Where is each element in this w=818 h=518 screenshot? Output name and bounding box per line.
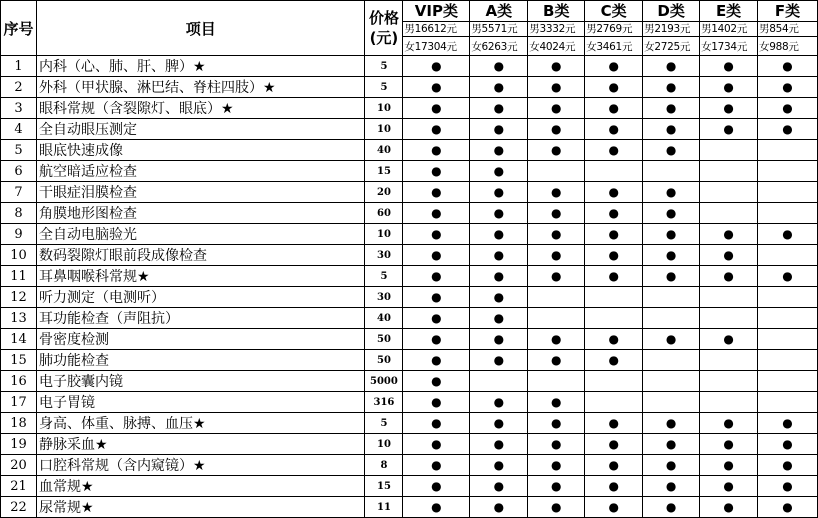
category-header-label: B类 bbox=[528, 1, 584, 22]
included-mark-d bbox=[643, 308, 700, 329]
item-price: 15 bbox=[365, 161, 403, 182]
table-row bbox=[1, 476, 818, 497]
included-mark-a: ● bbox=[470, 329, 528, 350]
included-mark-a: ● bbox=[470, 413, 528, 434]
table-row bbox=[1, 308, 818, 329]
included-mark-a: ● bbox=[470, 56, 528, 77]
female-price-c: 女3461元 bbox=[585, 37, 643, 56]
included-mark-b: ● bbox=[528, 350, 585, 371]
row-number: 19 bbox=[1, 434, 37, 455]
included-mark-vip: ● bbox=[403, 476, 470, 497]
included-mark-d: ● bbox=[643, 497, 700, 518]
included-mark-c: ● bbox=[585, 455, 643, 476]
included-mark-b: ● bbox=[528, 119, 585, 140]
item-name: 角膜地形图检查 bbox=[36, 203, 365, 224]
included-mark-d: ● bbox=[643, 203, 700, 224]
included-mark-b bbox=[528, 161, 585, 182]
row-number: 4 bbox=[1, 119, 37, 140]
row-number: 8 bbox=[1, 203, 37, 224]
item-price: 5 bbox=[365, 413, 403, 434]
item-price: 40 bbox=[365, 140, 403, 161]
table-row bbox=[1, 77, 818, 98]
included-mark-d: ● bbox=[643, 413, 700, 434]
table-row bbox=[1, 119, 818, 140]
included-mark-f bbox=[758, 203, 818, 224]
included-mark-f bbox=[758, 308, 818, 329]
price-header bbox=[365, 1, 403, 56]
included-mark-c: ● bbox=[585, 329, 643, 350]
included-mark-a: ● bbox=[470, 182, 528, 203]
seq-header: 序号 bbox=[1, 1, 37, 56]
table-row bbox=[1, 434, 818, 455]
included-mark-d: ● bbox=[643, 245, 700, 266]
category-header-label: A类 bbox=[470, 1, 527, 22]
included-mark-b: ● bbox=[528, 497, 585, 518]
included-mark-a: ● bbox=[470, 77, 528, 98]
included-mark-vip: ● bbox=[403, 371, 470, 392]
included-mark-vip: ● bbox=[403, 329, 470, 350]
male-price: 男3332元 bbox=[529, 23, 576, 35]
included-mark-b: ● bbox=[528, 77, 585, 98]
included-mark-a: ● bbox=[470, 497, 528, 518]
item-price: 11 bbox=[365, 497, 403, 518]
included-mark-e bbox=[700, 350, 758, 371]
row-number: 1 bbox=[1, 56, 37, 77]
included-mark-a: ● bbox=[470, 266, 528, 287]
table-row bbox=[1, 497, 818, 518]
included-mark-d: ● bbox=[643, 266, 700, 287]
female-price-d: 女2725元 bbox=[643, 37, 700, 56]
included-mark-d: ● bbox=[643, 140, 700, 161]
included-mark-e: ● bbox=[700, 119, 758, 140]
included-mark-a: ● bbox=[470, 476, 528, 497]
included-mark-f bbox=[758, 182, 818, 203]
included-mark-vip: ● bbox=[403, 434, 470, 455]
included-mark-c: ● bbox=[585, 266, 643, 287]
row-number: 10 bbox=[1, 245, 37, 266]
category-header-c bbox=[585, 1, 643, 37]
included-mark-b: ● bbox=[528, 182, 585, 203]
item-price: 5 bbox=[365, 56, 403, 77]
included-mark-e: ● bbox=[700, 56, 758, 77]
included-mark-f: ● bbox=[758, 497, 818, 518]
included-mark-f: ● bbox=[758, 413, 818, 434]
female-price-b: 女4024元 bbox=[528, 37, 585, 56]
item-price: 40 bbox=[365, 308, 403, 329]
included-mark-vip: ● bbox=[403, 413, 470, 434]
item-price: 50 bbox=[365, 350, 403, 371]
included-mark-b bbox=[528, 287, 585, 308]
table-row bbox=[1, 350, 818, 371]
table-row bbox=[1, 203, 818, 224]
included-mark-f bbox=[758, 329, 818, 350]
row-number: 16 bbox=[1, 371, 37, 392]
included-mark-vip: ● bbox=[403, 203, 470, 224]
included-mark-d bbox=[643, 287, 700, 308]
item-name: 听力测定（电测听） bbox=[36, 287, 365, 308]
included-mark-d: ● bbox=[643, 119, 700, 140]
included-mark-e: ● bbox=[700, 77, 758, 98]
included-mark-d bbox=[643, 161, 700, 182]
item-name: 耳鼻咽喉科常规★ bbox=[36, 266, 365, 287]
included-mark-f bbox=[758, 140, 818, 161]
female-price-a: 女6263元 bbox=[470, 37, 528, 56]
included-mark-e: ● bbox=[700, 413, 758, 434]
category-header-label: C类 bbox=[585, 1, 642, 22]
included-mark-b: ● bbox=[528, 455, 585, 476]
included-mark-c bbox=[585, 161, 643, 182]
included-mark-d: ● bbox=[643, 476, 700, 497]
item-price: 10 bbox=[365, 224, 403, 245]
included-mark-c bbox=[585, 392, 643, 413]
included-mark-b: ● bbox=[528, 392, 585, 413]
included-mark-d: ● bbox=[643, 434, 700, 455]
row-number: 15 bbox=[1, 350, 37, 371]
included-mark-vip: ● bbox=[403, 98, 470, 119]
included-mark-b: ● bbox=[528, 329, 585, 350]
included-mark-f bbox=[758, 245, 818, 266]
row-number: 6 bbox=[1, 161, 37, 182]
included-mark-c: ● bbox=[585, 119, 643, 140]
included-mark-vip: ● bbox=[403, 392, 470, 413]
row-number: 17 bbox=[1, 392, 37, 413]
included-mark-d: ● bbox=[643, 455, 700, 476]
included-mark-d: ● bbox=[643, 224, 700, 245]
included-mark-b: ● bbox=[528, 245, 585, 266]
included-mark-f: ● bbox=[758, 224, 818, 245]
item-price: 5000 bbox=[365, 371, 403, 392]
item-price: 5 bbox=[365, 266, 403, 287]
included-mark-a: ● bbox=[470, 161, 528, 182]
included-mark-b: ● bbox=[528, 56, 585, 77]
included-mark-b: ● bbox=[528, 140, 585, 161]
included-mark-a: ● bbox=[470, 350, 528, 371]
table-row bbox=[1, 140, 818, 161]
included-mark-e: ● bbox=[700, 497, 758, 518]
item-price: 60 bbox=[365, 203, 403, 224]
included-mark-e bbox=[700, 140, 758, 161]
included-mark-c bbox=[585, 308, 643, 329]
included-mark-e: ● bbox=[700, 224, 758, 245]
row-number: 22 bbox=[1, 497, 37, 518]
table-row bbox=[1, 98, 818, 119]
included-mark-e bbox=[700, 161, 758, 182]
row-number: 7 bbox=[1, 182, 37, 203]
table-row bbox=[1, 392, 818, 413]
included-mark-c: ● bbox=[585, 350, 643, 371]
included-mark-f bbox=[758, 287, 818, 308]
item-name: 外科（甲状腺、淋巴结、脊柱四肢）★ bbox=[36, 77, 365, 98]
included-mark-f: ● bbox=[758, 98, 818, 119]
included-mark-c bbox=[585, 371, 643, 392]
included-mark-d bbox=[643, 392, 700, 413]
included-mark-vip: ● bbox=[403, 455, 470, 476]
table-row bbox=[1, 266, 818, 287]
included-mark-f: ● bbox=[758, 56, 818, 77]
male-price: 男854元 bbox=[759, 23, 799, 35]
included-mark-f: ● bbox=[758, 119, 818, 140]
table-row bbox=[1, 245, 818, 266]
included-mark-vip: ● bbox=[403, 350, 470, 371]
included-mark-a: ● bbox=[470, 392, 528, 413]
male-price: 男16612元 bbox=[404, 23, 457, 35]
item-price: 30 bbox=[365, 245, 403, 266]
category-header-label: F类 bbox=[758, 1, 817, 22]
row-number: 3 bbox=[1, 98, 37, 119]
included-mark-vip: ● bbox=[403, 182, 470, 203]
included-mark-vip: ● bbox=[403, 287, 470, 308]
included-mark-vip: ● bbox=[403, 161, 470, 182]
included-mark-b: ● bbox=[528, 203, 585, 224]
table-row bbox=[1, 56, 818, 77]
included-mark-f: ● bbox=[758, 77, 818, 98]
included-mark-f bbox=[758, 392, 818, 413]
row-number: 11 bbox=[1, 266, 37, 287]
included-mark-b bbox=[528, 308, 585, 329]
item-name: 内科（心、肺、肝、脾）★ bbox=[36, 56, 365, 77]
item-name: 数码裂隙灯眼前段成像检查 bbox=[36, 245, 365, 266]
included-mark-e bbox=[700, 203, 758, 224]
category-header-label: VIP类 bbox=[403, 1, 469, 22]
item-name: 身高、体重、脉搏、血压★ bbox=[36, 413, 365, 434]
included-mark-vip: ● bbox=[403, 497, 470, 518]
included-mark-e bbox=[700, 182, 758, 203]
included-mark-a bbox=[470, 371, 528, 392]
row-number: 21 bbox=[1, 476, 37, 497]
included-mark-f: ● bbox=[758, 455, 818, 476]
item-name: 电子胃镜 bbox=[36, 392, 365, 413]
table-row bbox=[1, 182, 818, 203]
included-mark-d: ● bbox=[643, 98, 700, 119]
row-number: 9 bbox=[1, 224, 37, 245]
included-mark-c: ● bbox=[585, 98, 643, 119]
item-name: 血常规★ bbox=[36, 476, 365, 497]
included-mark-c: ● bbox=[585, 476, 643, 497]
item-price: 10 bbox=[365, 434, 403, 455]
male-price: 男1402元 bbox=[701, 23, 748, 35]
included-mark-b: ● bbox=[528, 434, 585, 455]
included-mark-c bbox=[585, 287, 643, 308]
included-mark-f: ● bbox=[758, 434, 818, 455]
item-header: 项目 bbox=[36, 1, 365, 56]
included-mark-d: ● bbox=[643, 77, 700, 98]
row-number: 2 bbox=[1, 77, 37, 98]
included-mark-c: ● bbox=[585, 203, 643, 224]
category-header-a bbox=[470, 1, 528, 37]
item-price: 20 bbox=[365, 182, 403, 203]
included-mark-a: ● bbox=[470, 203, 528, 224]
female-price-vip: 女17304元 bbox=[403, 37, 470, 56]
item-price: 5 bbox=[365, 77, 403, 98]
category-header-f bbox=[758, 1, 818, 37]
included-mark-a: ● bbox=[470, 98, 528, 119]
included-mark-vip: ● bbox=[403, 266, 470, 287]
category-header-vip bbox=[403, 1, 470, 37]
included-mark-e: ● bbox=[700, 455, 758, 476]
header-row bbox=[1, 1, 818, 37]
included-mark-e bbox=[700, 308, 758, 329]
included-mark-e bbox=[700, 371, 758, 392]
table-row bbox=[1, 161, 818, 182]
included-mark-b: ● bbox=[528, 413, 585, 434]
included-mark-vip: ● bbox=[403, 245, 470, 266]
category-header-e bbox=[700, 1, 758, 37]
item-name: 口腔科常规（含内窥镜）★ bbox=[36, 455, 365, 476]
included-mark-a: ● bbox=[470, 119, 528, 140]
price-header-text: 价格 (元) bbox=[368, 9, 399, 47]
included-mark-c: ● bbox=[585, 224, 643, 245]
item-price: 316 bbox=[365, 392, 403, 413]
item-name: 静脉采血★ bbox=[36, 434, 365, 455]
included-mark-a: ● bbox=[470, 455, 528, 476]
included-mark-vip: ● bbox=[403, 56, 470, 77]
included-mark-d: ● bbox=[643, 56, 700, 77]
included-mark-b: ● bbox=[528, 266, 585, 287]
item-price: 8 bbox=[365, 455, 403, 476]
included-mark-b: ● bbox=[528, 224, 585, 245]
included-mark-d: ● bbox=[643, 329, 700, 350]
included-mark-b: ● bbox=[528, 476, 585, 497]
included-mark-f bbox=[758, 371, 818, 392]
row-number: 14 bbox=[1, 329, 37, 350]
row-number: 20 bbox=[1, 455, 37, 476]
included-mark-c: ● bbox=[585, 434, 643, 455]
row-number: 18 bbox=[1, 413, 37, 434]
included-mark-e: ● bbox=[700, 245, 758, 266]
item-name: 眼科常规（含裂隙灯、眼底）★ bbox=[36, 98, 365, 119]
item-name: 尿常规★ bbox=[36, 497, 365, 518]
female-price-f: 女988元 bbox=[758, 37, 818, 56]
included-mark-c: ● bbox=[585, 56, 643, 77]
item-price: 10 bbox=[365, 98, 403, 119]
category-header-label: E类 bbox=[700, 1, 757, 22]
included-mark-b: ● bbox=[528, 98, 585, 119]
row-number: 12 bbox=[1, 287, 37, 308]
included-mark-e: ● bbox=[700, 266, 758, 287]
male-price: 男2193元 bbox=[644, 23, 691, 35]
included-mark-vip: ● bbox=[403, 119, 470, 140]
table-row bbox=[1, 329, 818, 350]
included-mark-e: ● bbox=[700, 98, 758, 119]
included-mark-vip: ● bbox=[403, 224, 470, 245]
included-mark-f bbox=[758, 350, 818, 371]
included-mark-a: ● bbox=[470, 245, 528, 266]
included-mark-c: ● bbox=[585, 413, 643, 434]
item-name: 全自动电脑验光 bbox=[36, 224, 365, 245]
item-price: 10 bbox=[365, 119, 403, 140]
included-mark-b bbox=[528, 371, 585, 392]
table-row bbox=[1, 413, 818, 434]
table-row bbox=[1, 455, 818, 476]
included-mark-c: ● bbox=[585, 140, 643, 161]
item-name: 骨密度检测 bbox=[36, 329, 365, 350]
included-mark-c: ● bbox=[585, 497, 643, 518]
category-header-d bbox=[643, 1, 700, 37]
included-mark-a: ● bbox=[470, 140, 528, 161]
included-mark-f: ● bbox=[758, 476, 818, 497]
included-mark-d: ● bbox=[643, 182, 700, 203]
category-header-b bbox=[528, 1, 585, 37]
item-name: 全自动眼压测定 bbox=[36, 119, 365, 140]
item-name: 航空暗适应检查 bbox=[36, 161, 365, 182]
item-name: 干眼症泪膜检查 bbox=[36, 182, 365, 203]
included-mark-c: ● bbox=[585, 245, 643, 266]
included-mark-d bbox=[643, 371, 700, 392]
included-mark-d bbox=[643, 350, 700, 371]
category-header-label: D类 bbox=[643, 1, 699, 22]
included-mark-f: ● bbox=[758, 266, 818, 287]
included-mark-c: ● bbox=[585, 182, 643, 203]
included-mark-a: ● bbox=[470, 224, 528, 245]
table-row bbox=[1, 224, 818, 245]
male-price: 男2769元 bbox=[586, 23, 633, 35]
included-mark-e bbox=[700, 287, 758, 308]
item-name: 电子胶囊内镜 bbox=[36, 371, 365, 392]
item-price: 30 bbox=[365, 287, 403, 308]
included-mark-e: ● bbox=[700, 476, 758, 497]
included-mark-a: ● bbox=[470, 308, 528, 329]
included-mark-a: ● bbox=[470, 287, 528, 308]
item-name: 肺功能检查 bbox=[36, 350, 365, 371]
included-mark-vip: ● bbox=[403, 77, 470, 98]
item-name: 眼底快速成像 bbox=[36, 140, 365, 161]
item-name: 耳功能检查（声阻抗） bbox=[36, 308, 365, 329]
included-mark-vip: ● bbox=[403, 308, 470, 329]
included-mark-vip: ● bbox=[403, 140, 470, 161]
row-number: 13 bbox=[1, 308, 37, 329]
included-mark-a: ● bbox=[470, 434, 528, 455]
included-mark-f bbox=[758, 161, 818, 182]
table-row bbox=[1, 287, 818, 308]
item-price: 50 bbox=[365, 329, 403, 350]
male-price: 男5571元 bbox=[471, 23, 518, 35]
row-number: 5 bbox=[1, 140, 37, 161]
included-mark-e: ● bbox=[700, 434, 758, 455]
table-row bbox=[1, 371, 818, 392]
female-price-e: 女1734元 bbox=[700, 37, 758, 56]
included-mark-e bbox=[700, 392, 758, 413]
included-mark-c: ● bbox=[585, 77, 643, 98]
included-mark-e: ● bbox=[700, 329, 758, 350]
item-price: 15 bbox=[365, 476, 403, 497]
